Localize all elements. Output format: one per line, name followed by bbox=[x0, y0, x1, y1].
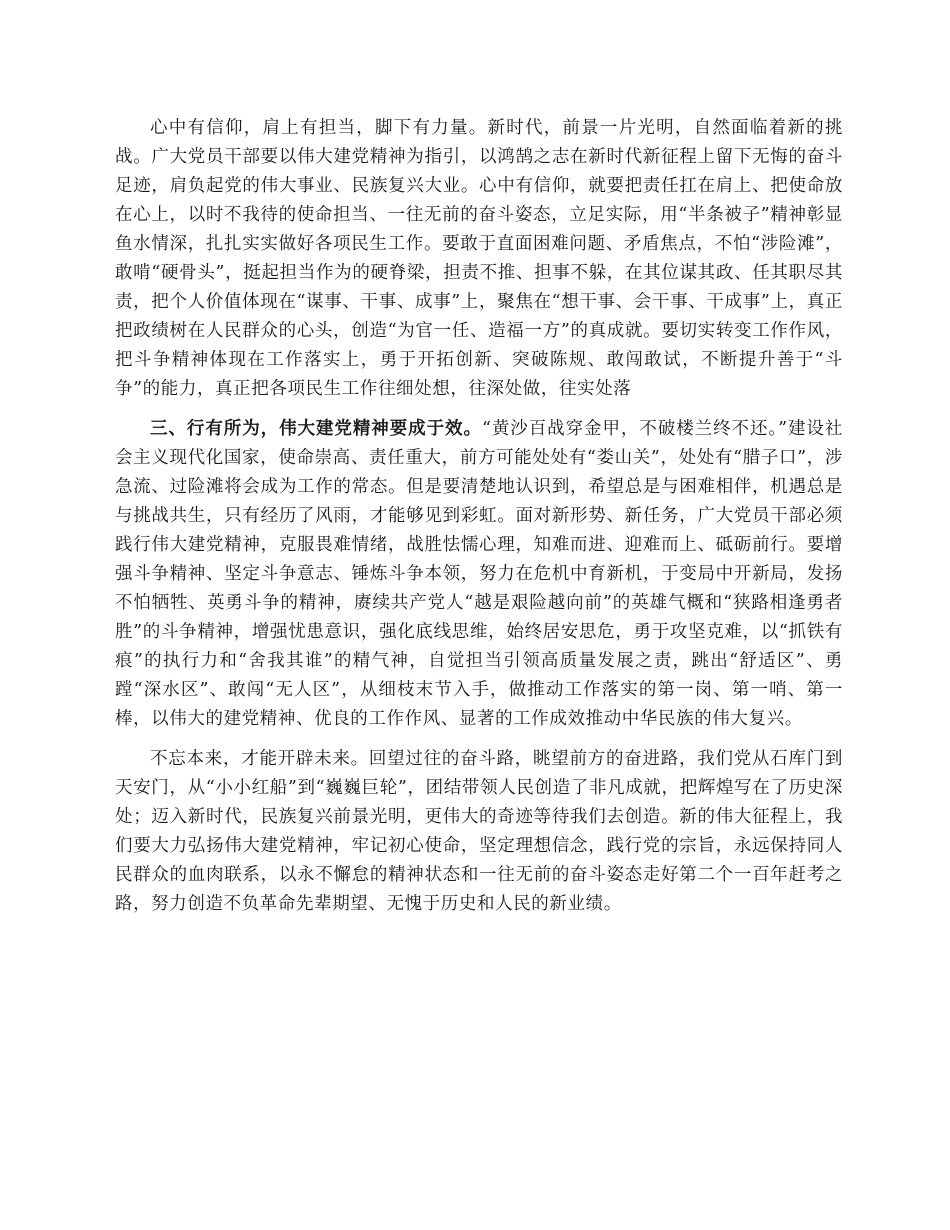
paragraph-conclusion bbox=[115, 745, 843, 919]
paragraph-text: “黄沙百战穿金甲，不破楼兰终不还。”建设社会主义现代化国家，使命崇高、责任重大，前方可能处处有“娄山关”，处处有“腊子口”，涉急流、过险滩将会成为工作的常态。但是要清楚地认识到，希望总是与困难相伴，机遇总是与挑战共生，只有经历了风雨，才能够见到彩虹。面对新形势、新任务，广大党员干部必须践行伟大建党精神，克服畏难情绪，战胜怯懦心理，知难而进、迎难而上、砥砺前行。要增强斗争精神、坚定斗争意志、锤炼斗争本领，努力在危机中育新机，于变局中开新局，发扬不怕牺牲、英勇斗争的精神，赓续共产党人“越是艰险越向前”的英雄气概和“狭路相逢勇者胜”的斗争精神，增强忧患意识，强化底线思维，始终居安思危，勇于攻坚克难，以“抓铁有痕”的执行力和“舍我其谁”的精气神，自觉担当引领高质量发展之责，跳出“舒适区”、勇蹚“深水区”、敢闯“无人区”，从细枝末节入手，做推动工作落实的第一岗、第一哨、第一棒，以伟大的建党精神、优良的工作作风、显著的工作成效推动中华民族的伟大复兴。 bbox=[115, 419, 843, 729]
document-page bbox=[115, 114, 843, 930]
section-heading: 三、行有所为，伟大建党精神要成于效。 bbox=[150, 419, 482, 439]
paragraph-action bbox=[115, 415, 843, 734]
paragraph-text: 心中有信仰，肩上有担当，脚下有力量。新时代，前景一片光明，自然面临着新的挑战。广大党员干部要以伟大建党精神为指引，以鸿鹄之志在新时代新征程上留下无悔的奋斗足迹，肩负起党的伟大事业、民族复兴大业。心中有信仰，就要把责任扛在肩上、把使命放在心上，以时不我待的使命担当、一往无前的奋斗姿态，立足实际，用“半条被子”精神彰显鱼水情深，扎扎实实做好各项民生工作。要敢于直面困难问题、矛盾焦点，不怕“涉险滩”，敢啃“硬骨头”，挺起担当作为的硬脊梁，担责不推、担事不躲，在其位谋其政、任其职尽其责，把个人价值体现在“谋事、干事、成事”上，聚焦在“想干事、会干事、干成事”上，真正把政绩树在人民群众的心头，创造“为官一任、造福一方”的真成就。要切实转变工作作风，把斗争精神体现在工作落实上，勇于开拓创新、突破陈规、敢闯敢试，不断提升善于“斗争”的能力，真正把各项民生工作往细处想，往深处做，往实处落 bbox=[115, 118, 843, 399]
paragraph-text: 不忘本来，才能开辟未来。回望过往的奋斗路，眺望前方的奋进路，我们党从石库门到天安门，从“小小红船”到“巍巍巨轮”，团结带领人民创造了非凡成就，把辉煌写在了历史深处；迈入新时代，民族复兴前景光明，更伟大的奇迹等待我们去创造。新的伟大征程上，我们要大力弘扬伟大建党精神，牢记初心使命，坚定理想信念，践行党的宗旨，永远保持同人民群众的血肉联系，以永不懈怠的精神状态和一往无前的奋斗姿态走好第二个一百年赶考之路，努力创造不负革命先辈期望、无愧于历史和人民的新业绩。 bbox=[115, 749, 843, 914]
paragraph-faith bbox=[115, 114, 843, 404]
